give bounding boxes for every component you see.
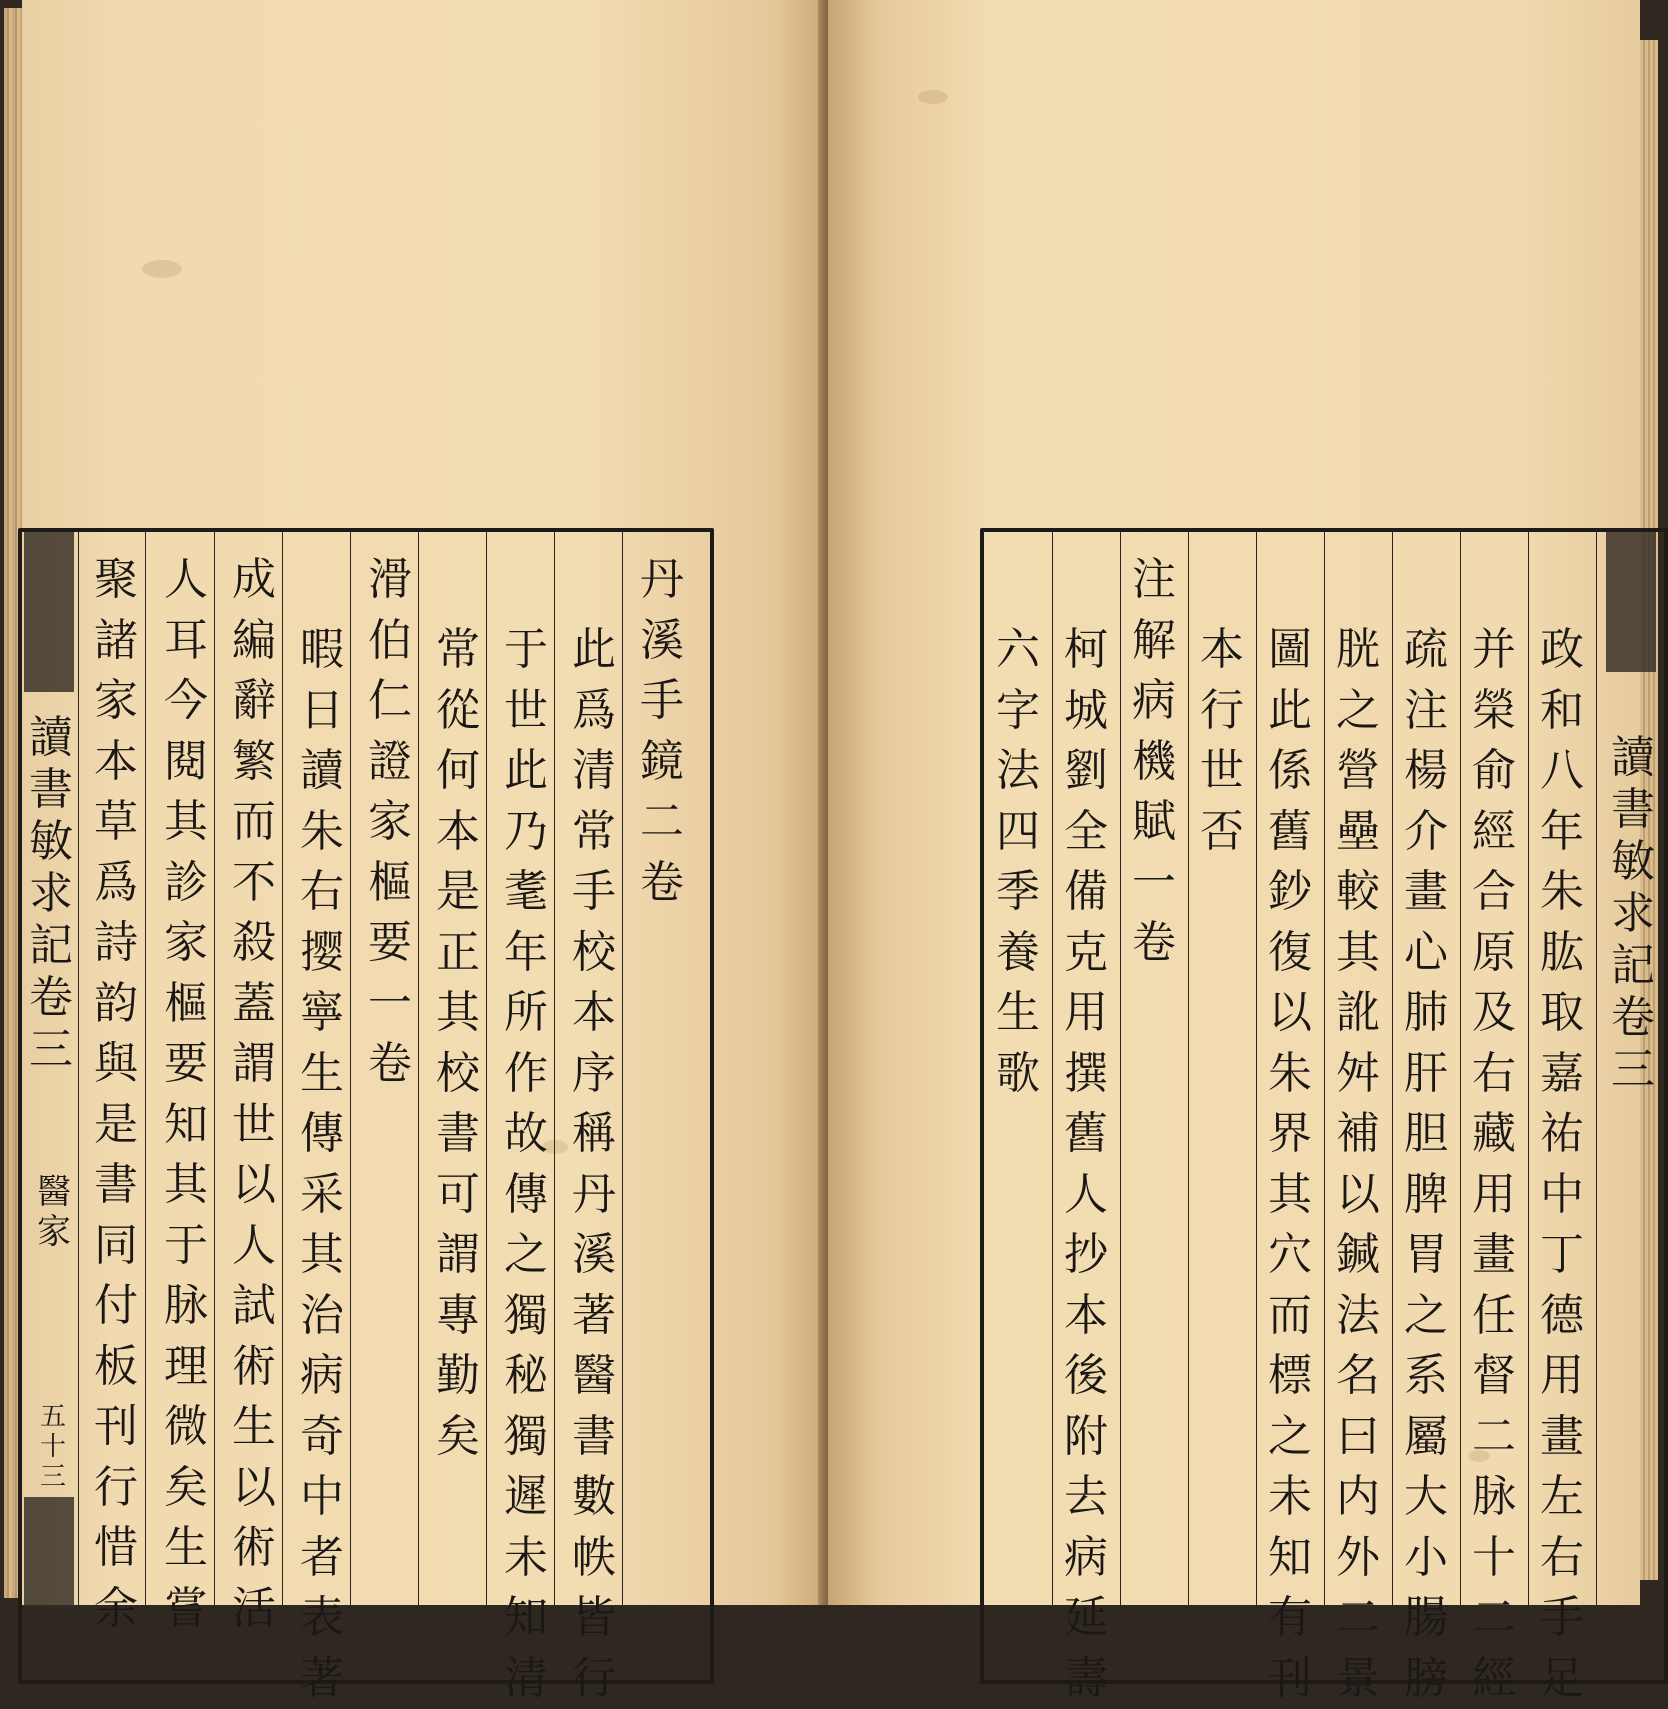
text-column-2: 并榮俞經合原及右藏用畫任督二脉十二經 — [1472, 624, 1516, 1704]
text-column-7: 注解病機賦一卷 — [1132, 554, 1176, 968]
text-column-3: 疏注楊介畫心肺肝胆脾胃之系屬大小腸膀 — [1404, 624, 1448, 1704]
paper-stain — [142, 260, 182, 278]
banxin-title: 讀書敏求記卷三 — [29, 712, 73, 1075]
text-column-6: 暇日讀朱右撄寧生傳采其治病奇中者表著 — [300, 624, 344, 1704]
text-column-8: 人耳今閱其診家樞要知其于脉理微矣生嘗 — [164, 554, 208, 1634]
text-column-1: 丹溪手鏡二卷 — [640, 554, 684, 908]
banxin-page-number: 五十三 — [39, 1402, 66, 1492]
fish-tail-mark-upper — [1606, 532, 1656, 672]
text-column-5: 滑伯仁證家樞要一卷 — [368, 554, 412, 1089]
text-column-6: 本行世否 — [1200, 624, 1244, 857]
text-column-4: 胱之營壘較其訛舛補以鍼法名曰内外二景 — [1336, 624, 1380, 1704]
text-column-8: 柯城劉全備克用撰舊人抄本後附去病延壽 — [1064, 624, 1108, 1704]
fish-tail-mark-upper — [24, 532, 74, 692]
text-column-7: 成編辭繁而不殺蓋謂世以人試術生以術活 — [232, 554, 276, 1634]
banxin-title: 讀書敏求記卷三 — [1611, 732, 1655, 1095]
text-column-3: 于世此乃耄年所作故傳之獨秘獨遲未知清 — [504, 624, 548, 1704]
fish-tail-mark-lower — [24, 1497, 74, 1607]
printed-frame-right — [980, 528, 1668, 1704]
text-column-2: 此爲清常手校本序稱丹溪著醫書數帙皆行 — [572, 624, 616, 1704]
text-column-9: 聚諸家本草爲詩韵與是書同付板刊行惜余 — [94, 554, 138, 1634]
paper-stain — [918, 90, 948, 104]
text-column-1: 政和八年朱肱取嘉祐中丁德用畫左右手足 — [1540, 624, 1584, 1704]
banxin-right — [1604, 532, 1660, 1680]
text-column-5: 圖此係舊鈔復以朱界其穴而標之未知有刊 — [1268, 624, 1312, 1704]
printed-frame-left — [18, 528, 714, 1704]
right-page — [828, 0, 1655, 1704]
text-column-4: 常從何本是正其校書可謂專勤矣 — [436, 624, 480, 1462]
banxin-category: 醫家 — [37, 1172, 71, 1252]
left-page — [22, 0, 830, 1704]
text-column-9: 六字法四季養生歌 — [996, 624, 1040, 1099]
banxin-left — [22, 532, 78, 1680]
